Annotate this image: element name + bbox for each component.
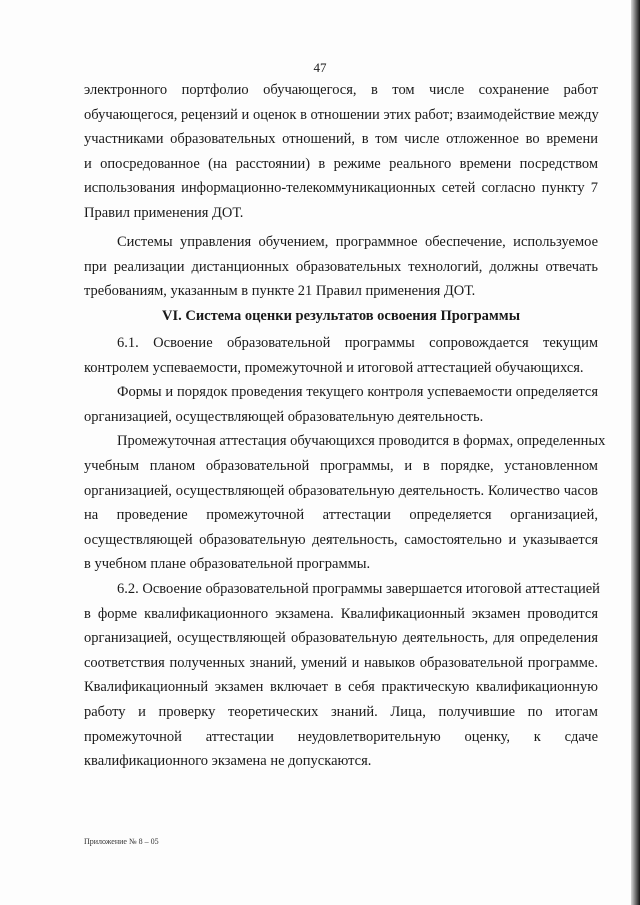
text-line: участниками образовательных отношений, в том числе отложенное во времени bbox=[84, 131, 598, 148]
text-line: 6.1. Освоение образовательной программы сопровождается текущим bbox=[117, 335, 598, 351]
text-line: осуществляющей образовательную деятельность, самостоятельно и указывается bbox=[84, 531, 598, 548]
scan-edge-shadow bbox=[631, 0, 640, 905]
text-line: требованиям, указанным в пункте 21 Правил применения ДОТ. bbox=[84, 283, 476, 300]
text-line: обучающегося, рецензий и оценок в отношении этих работ; взаимодействие между bbox=[84, 106, 599, 123]
text-line: Промежуточная аттестация обучающихся проводится в формах, определенных bbox=[117, 433, 606, 450]
page-number: 47 bbox=[313, 60, 327, 75]
section-heading: VI. Система оценки результатов освоения Программы bbox=[161, 308, 521, 324]
text-line: соответствия полученных знаний, умений и навыков образовательной программе. bbox=[84, 654, 598, 671]
text-line: организацией, осуществляющей образовательную деятельность. bbox=[84, 408, 484, 425]
text-line: Правил применения ДОТ. bbox=[84, 204, 244, 221]
text-line: промежуточной аттестации неудовлетворительную оценку, к сдаче bbox=[84, 728, 598, 745]
text-line: квалификационного экзамена не допускаются. bbox=[84, 753, 372, 770]
text-line: и опосредованное (на расстоянии) в режиме реального времени посредством bbox=[84, 155, 598, 172]
section-body bbox=[84, 331, 606, 774]
footer-annotation: Приложение № 8 – 05 bbox=[84, 837, 159, 846]
text-line: контролем успеваемости, промежуточной и итоговой аттестацией обучающихся. bbox=[84, 359, 584, 376]
text-line: учебным планом образовательной программы, и в порядке, установленном bbox=[84, 457, 598, 474]
text-line: на проведение промежуточной аттестации определяется организацией, bbox=[84, 507, 598, 524]
text-line: Системы управления обучением, программное обеспечение, используемое bbox=[117, 234, 598, 250]
text-line: Формы и порядок проведения текущего контроля успеваемости определяется bbox=[117, 384, 598, 401]
text-line: организацией, осуществляющей образовательную деятельность. Количество часов bbox=[84, 482, 598, 499]
text-line: работу и проверку теоретических знаний. Лица, получившие по итогам bbox=[84, 703, 598, 720]
text-line: организацией, осуществляющей образовательную деятельность, для определения bbox=[84, 630, 598, 647]
text-line: Квалификационный экзамен включает в себя практическую квалификационную bbox=[84, 679, 598, 696]
paragraph-portfolio bbox=[84, 78, 598, 226]
text-line: в учебном плане образовательной программы. bbox=[84, 556, 371, 573]
text-line: при реализации дистанционных образовательных технологий, должны отвечать bbox=[84, 258, 598, 275]
text-line: электронного портфолио обучающегося, в том числе сохранение работ bbox=[84, 82, 598, 98]
text-line: использования информационно-телекоммуникационных сетей согласно пункту 7 bbox=[84, 180, 598, 197]
paragraph-systems bbox=[84, 230, 598, 304]
text-line: 6.2. Освоение образовательной программы завершается итоговой аттестацией bbox=[117, 580, 600, 597]
text-line: в форме квалификационного экзамена. Квалификационный экзамен проводится bbox=[84, 605, 598, 622]
